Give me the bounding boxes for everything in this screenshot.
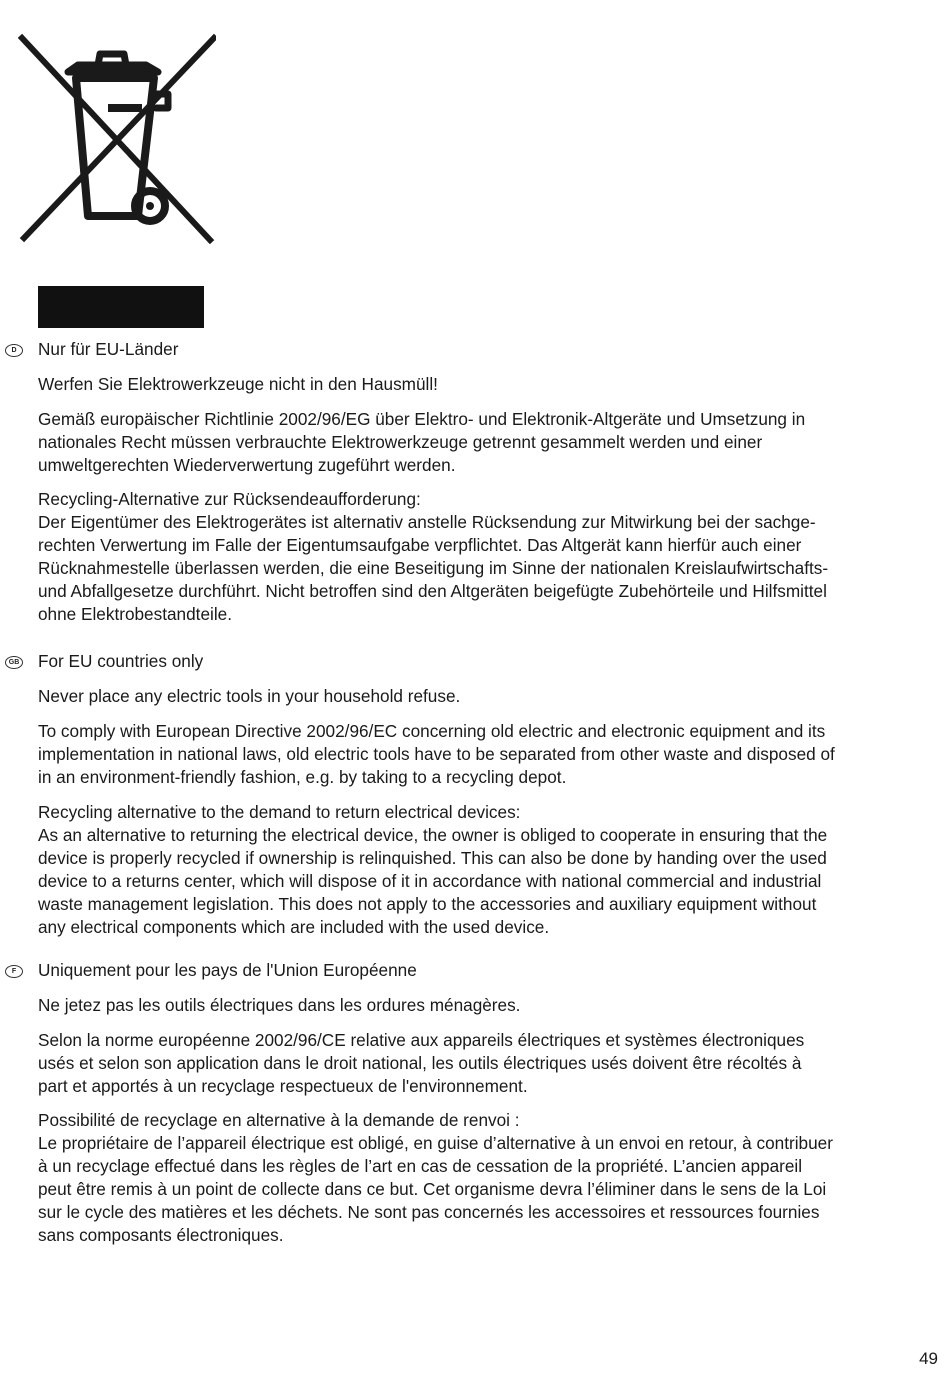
heading-gb: For EU countries only xyxy=(38,651,204,671)
paragraph-de-2: Gemäß europäischer Richtlinie 2002/96/EG über Elektro- und Elektronik-Altgeräte und Umsetzung in nationales Recht müssen verbrauchte Elektrowerkzeuge getrennt gesammelt werden und einer umweltgerechten Wiederverwertung zugeführt werden. xyxy=(38,409,806,475)
paragraph-de-3: Recycling-Alternative zur Rücksendeaufforderung: Der Eigentümer des Elektrogerätes ist alternativ anstelle Rücksendung zur Mitwirkung bei der sachge- rechten Verwertung im Falle der Eigentumsaufgabe verpflichtet. Das Altgerät kann hierfür auch einer Rücknahmestelle überlassen werden, die eine Beseitigung im Sinne der nationalen Kreislaufwirtschafts- und Abfallgesetze durchführt. Nicht betroffen sind den Altgeräten beigefügte Zubehörteile und Hilfsmittel ohne Elektrobestandteile. xyxy=(38,489,829,624)
weee-crossed-bin-icon xyxy=(18,32,216,244)
paragraph-fr-1: Ne jetez pas les outils électriques dans les ordures ménagères. xyxy=(38,995,521,1015)
lang-marker-de: D xyxy=(5,344,23,357)
lang-marker-gb: GB xyxy=(5,656,23,669)
paragraph-gb-3: Recycling alternative to the demand to return electrical devices: As an alternative to returning the electrical device, the owner is obliged to cooperate in ensuring that the device is properly recycled if ownership is relinquished. This can also be done by handing over the used device to a returns center, which will dispose of it in accordance with national commercial and industrial waste management legislation. This does not apply to the accessories and auxiliary equipment without any electrical components which are included with the used device. xyxy=(38,802,828,937)
paragraph-de-1: Werfen Sie Elektrowerkzeuge nicht in den Hausmüll! xyxy=(38,374,438,394)
heading-de: Nur für EU-Länder xyxy=(38,339,179,359)
paragraph-gb-2: To comply with European Directive 2002/96/EC concerning old electric and electronic equipment and its implementation in national laws, old electric tools have to be separated from other waste and disposed of in an environment-friendly fashion, e.g. by taking to a recycling depot. xyxy=(38,721,835,787)
page-number: 49 xyxy=(919,1349,938,1368)
weee-underline-bar xyxy=(38,286,204,328)
paragraph-fr-2: Selon la norme européenne 2002/96/CE relative aux appareils électriques et systèmes électroniques usés et selon son application dans le droit national, les outils électriques usés doivent être récoltés à part et apportés à un recyclage respectueux de l'environnement. xyxy=(38,1030,805,1096)
lang-marker-fr: F xyxy=(5,965,23,978)
paragraph-fr-3: Possibilité de recyclage en alternative à la demande de renvoi : Le propriétaire de l’appareil électrique est obligé, en guise d’alternative à un envoi en retour, à contribuer à un recyclage effectué dans les règles de l’art en cas de cessation de la propriété. L’ancien appareil peut être remis à un point de collecte dans ce but. Cet organisme devra l’éliminer dans le sens de la Loi sur le cycle des matières et les déchets. Ne sont pas concernés les accessoires et ressources fournies sans composants électroniques. xyxy=(38,1110,833,1245)
heading-fr: Uniquement pour les pays de l'Union Européenne xyxy=(38,960,417,980)
paragraph-gb-1: Never place any electric tools in your household refuse. xyxy=(38,686,461,706)
